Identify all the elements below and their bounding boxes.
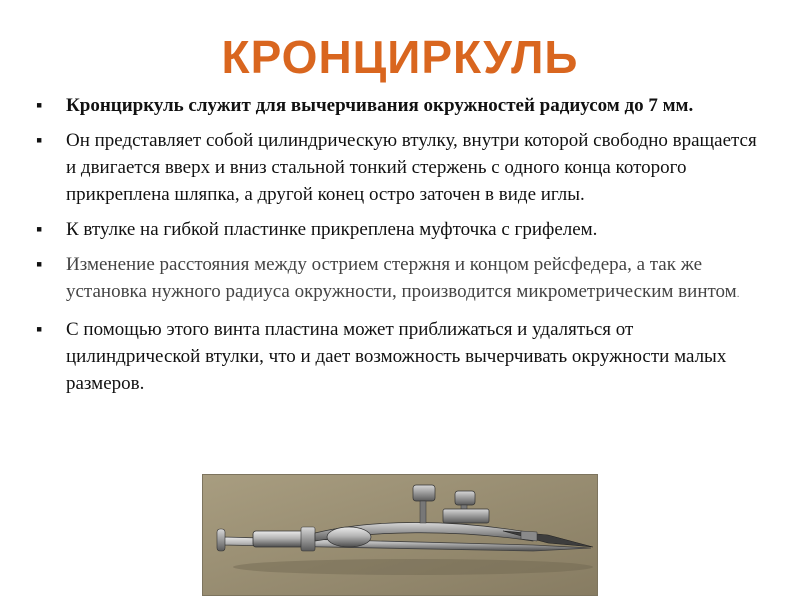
bullet-text: С помощью этого винта пластина может приближаться и удаляться от цилиндрической втулки, что и дает возможность вычерчивать окружности малых размеров. <box>66 319 727 394</box>
bullet-icon: ▪ <box>36 319 43 339</box>
bullet-text: Он представляет собой цилиндрическую втулку, внутри которой свободно вращается и двигается вверх и вниз стальной тонкий стержень с одного конца которого прикреплена шляпка, а другой конец остро заточен в виде иглы. <box>66 130 757 205</box>
bullet-icon: ▪ <box>36 219 43 239</box>
bullet-icon: ▪ <box>36 254 43 274</box>
bullet-text: Кронциркуль служит для вычерчивания окружностей радиусом до 7 мм. <box>66 95 694 116</box>
bullet-list <box>36 92 766 405</box>
bullet-text: К втулке на гибкой пластинке прикреплена муфточка с грифелем. <box>66 219 598 240</box>
bullet-text: Изменение расстояния между острием стержня и концом рейсфедера, а так же установка нужного радиуса окружности, производится микрометрическим винтом <box>66 254 737 302</box>
slide-title: КРОНЦИРКУЛЬ <box>221 31 579 83</box>
bullet-icon: ▪ <box>36 130 43 150</box>
bullet-item <box>36 251 766 308</box>
compass-illustration <box>203 475 597 595</box>
bullet-icon: ▪ <box>36 95 43 115</box>
bullet-item <box>36 92 766 119</box>
drop-bow-compass-photo <box>202 474 598 596</box>
bullet-item <box>36 316 766 397</box>
bullet-trailing-dot: . <box>736 288 740 300</box>
bullet-item <box>36 216 766 243</box>
bullet-item <box>36 127 766 208</box>
